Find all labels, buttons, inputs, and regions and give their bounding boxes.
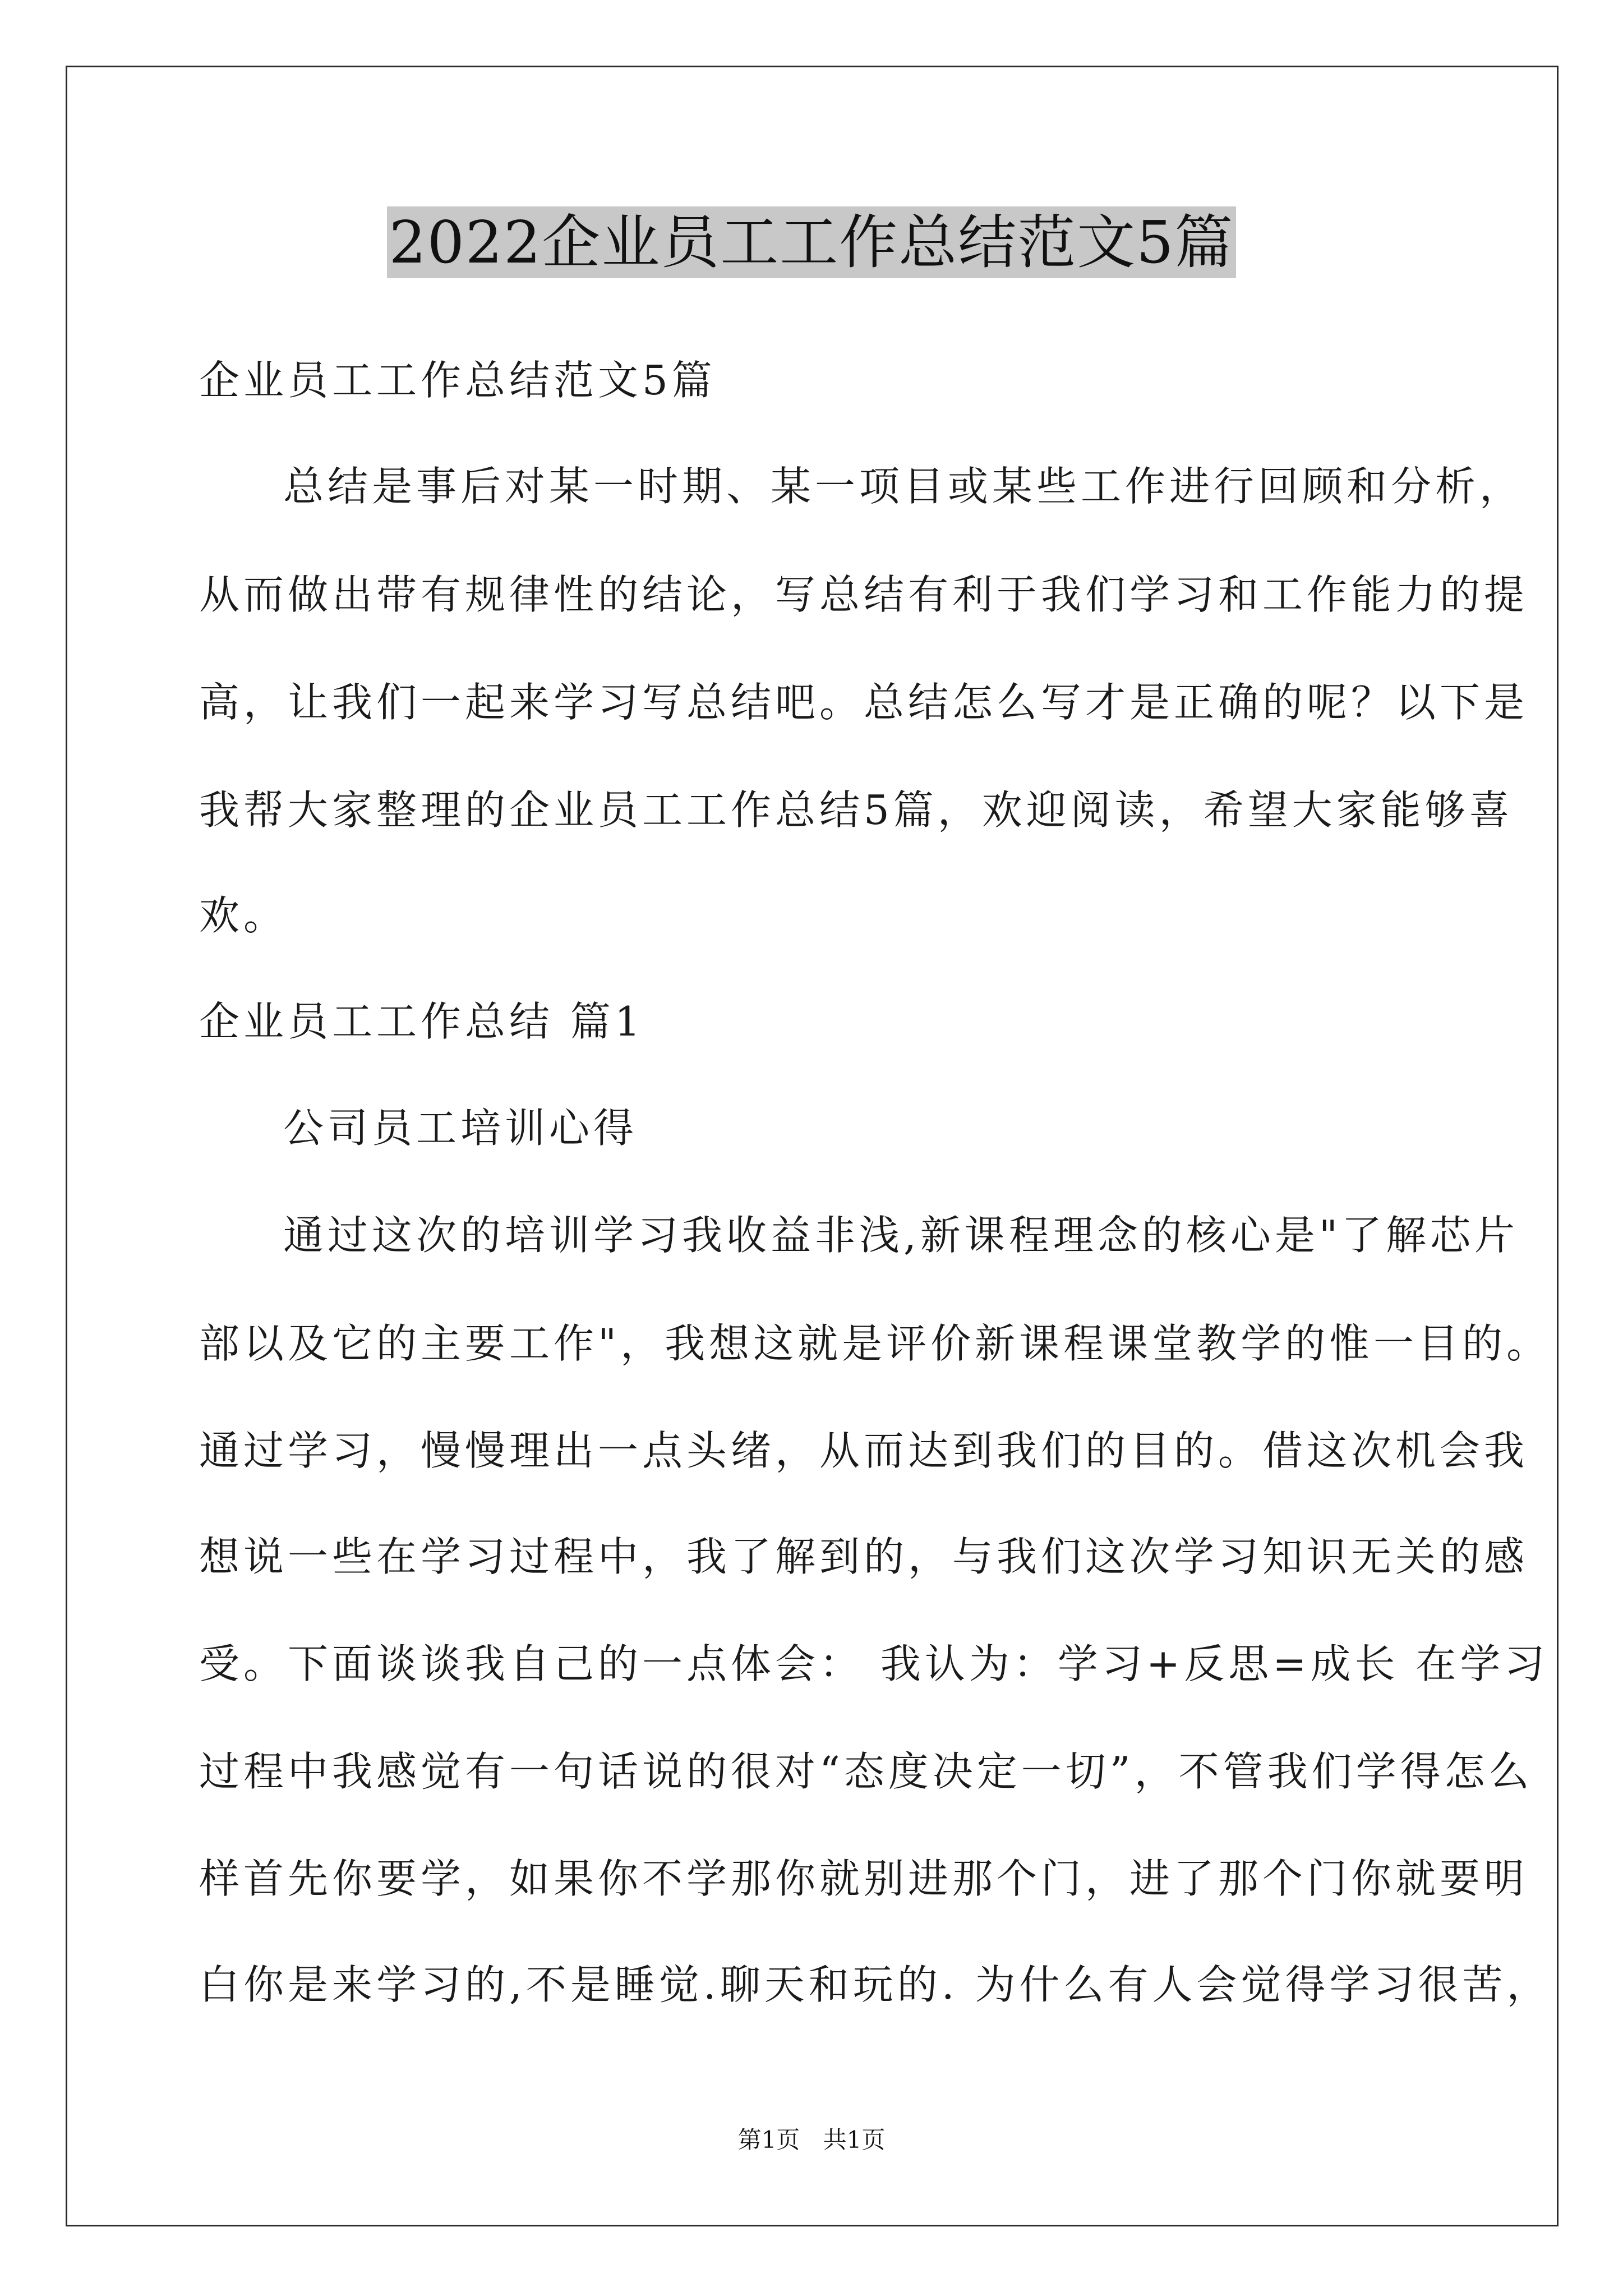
paragraph-line: 高，让我们一起来学习写总结吧。总结怎么写才是正确的呢？以下是: [199, 679, 1529, 726]
paragraph-line: 欢。: [199, 892, 288, 939]
paragraph-line: 我帮大家整理的企业员工工作总结5篇，欢迎阅读，希望大家能够喜: [199, 786, 1514, 834]
paragraph-line: 想说一些在学习过程中，我了解到的，与我们这次学习知识无关的感: [199, 1533, 1529, 1580]
subsection-heading: 公司员工培训心得: [283, 1105, 638, 1152]
title-container: [0, 206, 1623, 278]
paragraph-line: 过程中我感觉有一句话说的很对“态度决定一切”，不管我们学得怎么: [199, 1748, 1533, 1795]
paragraph-line: 受。下面谈谈我自己的一点体会： 我认为：学习+反思=成长 在学习: [199, 1640, 1549, 1687]
paragraph-line: 总结是事后对某一时期、某一项目或某些工作进行回顾和分析，: [283, 463, 1524, 510]
document-title: 2022企业员工工作总结范文5篇: [387, 206, 1237, 278]
paragraph-line: 白你是来学习的,不是睡觉.聊天和玩的. 为什么有人会觉得学习很苦，: [199, 1961, 1551, 2008]
page-footer: [0, 2123, 1623, 2157]
paragraph-line: 样首先你要学，如果你不学那你就别进那个门，进了那个门你就要明: [199, 1855, 1529, 1902]
doc-subtitle: 企业员工工作总结范文5篇: [199, 357, 716, 404]
paragraph-line: 从而做出带有规律性的结论，写总结有利于我们学习和工作能力的提: [199, 571, 1529, 618]
paragraph-line: 通过这次的培训学习我收益非浅,新课程理念的核心是"了解芯片: [283, 1212, 1519, 1259]
paragraph-line: 通过学习，慢慢理出一点头绪，从而达到我们的目的。借这次机会我: [199, 1427, 1529, 1474]
paragraph-line: 部以及它的主要工作"，我想这就是评价新课程课堂教学的惟一目的。: [199, 1320, 1551, 1367]
section-heading: 企业员工工作总结 篇1: [199, 998, 644, 1045]
page-number: 第1页: [737, 2126, 800, 2154]
page-total: 共1页: [823, 2126, 886, 2154]
